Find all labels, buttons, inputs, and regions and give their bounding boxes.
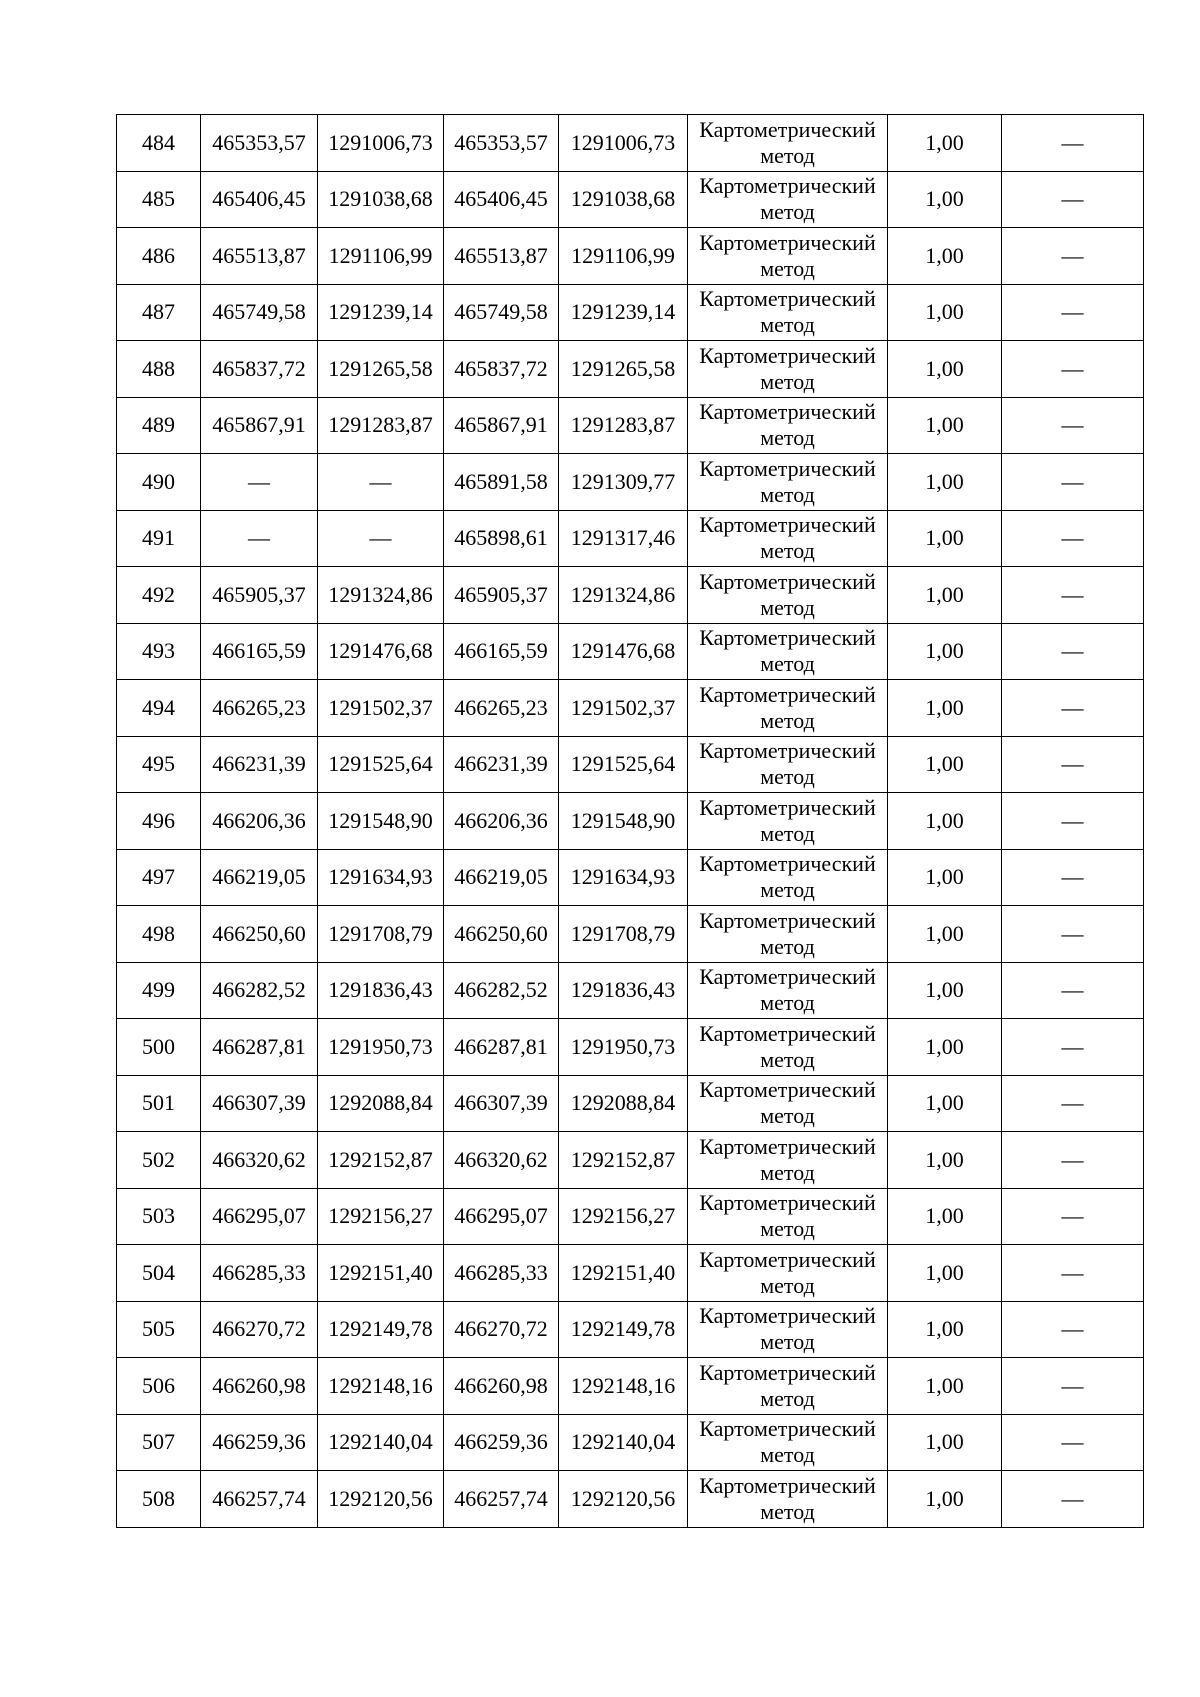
method-label-line1: Картометрический — [699, 399, 876, 425]
method-label-line2: метод — [760, 368, 815, 394]
method-label-line1: Картометрический — [699, 173, 876, 199]
existing-y-cell: 1292140,04 — [318, 1414, 444, 1471]
existing-x-cell: 466320,62 — [201, 1132, 318, 1189]
point-number-cell: 493 — [117, 623, 201, 680]
method-label-line2: метод — [760, 1498, 815, 1524]
table-body — [117, 115, 1144, 1528]
existing-y-cell: 1292152,87 — [318, 1132, 444, 1189]
new-x-cell: 465406,45 — [444, 171, 559, 228]
method-label-line2: метод — [760, 425, 815, 451]
method-cell — [688, 1301, 888, 1358]
method-label-line2: метод — [760, 707, 815, 733]
method-label-line1: Картометрический — [699, 738, 876, 764]
new-x-cell: 465891,58 — [444, 454, 559, 511]
method-label-line1: Картометрический — [699, 286, 876, 312]
new-y-cell: 1292151,40 — [559, 1245, 688, 1302]
new-y-cell: 1291317,46 — [559, 510, 688, 567]
existing-y-cell: 1291708,79 — [318, 906, 444, 963]
new-x-cell: 465749,58 — [444, 284, 559, 341]
point-number-cell: 495 — [117, 736, 201, 793]
accuracy-cell: 1,00 — [888, 962, 1002, 1019]
method-cell — [688, 1245, 888, 1302]
new-y-cell: 1291950,73 — [559, 1019, 688, 1076]
method-label-line1: Картометрический — [699, 1359, 876, 1385]
method-label-line1: Картометрический — [699, 794, 876, 820]
method-cell — [688, 341, 888, 398]
note-cell: — — [1002, 1188, 1144, 1245]
new-x-cell: 466206,36 — [444, 793, 559, 850]
accuracy-cell: 1,00 — [888, 1414, 1002, 1471]
existing-y-cell: 1292120,56 — [318, 1471, 444, 1528]
new-x-cell: 466270,72 — [444, 1301, 559, 1358]
method-cell — [688, 623, 888, 680]
note-cell: — — [1002, 1075, 1144, 1132]
accuracy-cell: 1,00 — [888, 284, 1002, 341]
new-x-cell: 466282,52 — [444, 962, 559, 1019]
point-number-cell: 507 — [117, 1414, 201, 1471]
accuracy-cell: 1,00 — [888, 1245, 1002, 1302]
note-cell: — — [1002, 341, 1144, 398]
existing-y-cell: 1291634,93 — [318, 849, 444, 906]
point-number-cell: 494 — [117, 680, 201, 737]
existing-x-cell: 466250,60 — [201, 906, 318, 963]
existing-x-cell: 465513,87 — [201, 228, 318, 285]
new-y-cell: 1291502,37 — [559, 680, 688, 737]
note-cell: — — [1002, 849, 1144, 906]
new-y-cell: 1291309,77 — [559, 454, 688, 511]
table-row — [117, 736, 1144, 793]
method-label-line2: метод — [760, 651, 815, 677]
table-row — [117, 510, 1144, 567]
new-x-cell: 465898,61 — [444, 510, 559, 567]
method-cell — [688, 962, 888, 1019]
method-label-line1: Картометрический — [699, 1246, 876, 1272]
table-row — [117, 1019, 1144, 1076]
method-cell — [688, 1075, 888, 1132]
new-y-cell: 1292088,84 — [559, 1075, 688, 1132]
method-label-line2: метод — [760, 1272, 815, 1298]
method-cell — [688, 680, 888, 737]
note-cell: — — [1002, 1414, 1144, 1471]
new-x-cell: 466231,39 — [444, 736, 559, 793]
method-label-line1: Картометрический — [699, 1190, 876, 1216]
point-number-cell: 488 — [117, 341, 201, 398]
existing-y-cell: — — [318, 510, 444, 567]
note-cell: — — [1002, 1301, 1144, 1358]
table-row — [117, 284, 1144, 341]
new-y-cell: 1292148,16 — [559, 1358, 688, 1415]
new-x-cell: 466320,62 — [444, 1132, 559, 1189]
method-label-line1: Картометрический — [699, 229, 876, 255]
method-label-line2: метод — [760, 764, 815, 790]
new-y-cell: 1292152,87 — [559, 1132, 688, 1189]
new-y-cell: 1291283,87 — [559, 397, 688, 454]
method-label-line1: Картометрический — [699, 907, 876, 933]
existing-y-cell: — — [318, 454, 444, 511]
method-label-line2: метод — [760, 877, 815, 903]
accuracy-cell: 1,00 — [888, 680, 1002, 737]
existing-x-cell: — — [201, 454, 318, 511]
new-x-cell: 466257,74 — [444, 1471, 559, 1528]
method-cell — [688, 1188, 888, 1245]
point-number-cell: 506 — [117, 1358, 201, 1415]
method-cell — [688, 454, 888, 511]
note-cell: — — [1002, 1358, 1144, 1415]
table-row — [117, 397, 1144, 454]
method-label-line1: Картометрический — [699, 1303, 876, 1329]
table-row — [117, 962, 1144, 1019]
existing-x-cell: 466259,36 — [201, 1414, 318, 1471]
new-x-cell: 466295,07 — [444, 1188, 559, 1245]
point-number-cell: 487 — [117, 284, 201, 341]
accuracy-cell: 1,00 — [888, 849, 1002, 906]
accuracy-cell: 1,00 — [888, 567, 1002, 624]
method-label-line1: Картометрический — [699, 116, 876, 142]
point-number-cell: 490 — [117, 454, 201, 511]
method-cell — [688, 1471, 888, 1528]
point-number-cell: 497 — [117, 849, 201, 906]
method-cell — [688, 228, 888, 285]
note-cell: — — [1002, 454, 1144, 511]
new-x-cell: 466260,98 — [444, 1358, 559, 1415]
point-number-cell: 505 — [117, 1301, 201, 1358]
existing-y-cell: 1291502,37 — [318, 680, 444, 737]
existing-x-cell: 465406,45 — [201, 171, 318, 228]
method-label-line2: метод — [760, 481, 815, 507]
point-number-cell: 498 — [117, 906, 201, 963]
method-label-line2: метод — [760, 1103, 815, 1129]
method-label-line1: Картометрический — [699, 1472, 876, 1498]
existing-y-cell: 1291038,68 — [318, 171, 444, 228]
note-cell: — — [1002, 171, 1144, 228]
table-row — [117, 849, 1144, 906]
existing-y-cell: 1291265,58 — [318, 341, 444, 398]
point-number-cell: 502 — [117, 1132, 201, 1189]
existing-x-cell: 466282,52 — [201, 962, 318, 1019]
new-x-cell: 465837,72 — [444, 341, 559, 398]
note-cell: — — [1002, 680, 1144, 737]
method-label-line2: метод — [760, 933, 815, 959]
table-row — [117, 454, 1144, 511]
accuracy-cell: 1,00 — [888, 454, 1002, 511]
point-number-cell: 491 — [117, 510, 201, 567]
method-label-line2: метод — [760, 1216, 815, 1242]
existing-x-cell: 465353,57 — [201, 115, 318, 172]
method-cell — [688, 1414, 888, 1471]
accuracy-cell: 1,00 — [888, 623, 1002, 680]
existing-y-cell: 1291283,87 — [318, 397, 444, 454]
accuracy-cell: 1,00 — [888, 793, 1002, 850]
accuracy-cell: 1,00 — [888, 1132, 1002, 1189]
existing-y-cell: 1291006,73 — [318, 115, 444, 172]
method-label-line1: Картометрический — [699, 1077, 876, 1103]
method-label-line1: Картометрический — [699, 455, 876, 481]
point-number-cell: 486 — [117, 228, 201, 285]
existing-y-cell: 1291548,90 — [318, 793, 444, 850]
table-row — [117, 115, 1144, 172]
method-label-line1: Картометрический — [699, 1020, 876, 1046]
new-y-cell: 1291836,43 — [559, 962, 688, 1019]
new-y-cell: 1292156,27 — [559, 1188, 688, 1245]
new-x-cell: 466219,05 — [444, 849, 559, 906]
method-cell — [688, 793, 888, 850]
note-cell: — — [1002, 567, 1144, 624]
existing-y-cell: 1291239,14 — [318, 284, 444, 341]
existing-y-cell: 1292156,27 — [318, 1188, 444, 1245]
existing-x-cell: 466307,39 — [201, 1075, 318, 1132]
new-y-cell: 1292149,78 — [559, 1301, 688, 1358]
method-label-line1: Картометрический — [699, 1416, 876, 1442]
point-number-cell: 504 — [117, 1245, 201, 1302]
table-row — [117, 1075, 1144, 1132]
existing-x-cell: 465867,91 — [201, 397, 318, 454]
new-y-cell: 1291548,90 — [559, 793, 688, 850]
accuracy-cell: 1,00 — [888, 341, 1002, 398]
method-label-line2: метод — [760, 594, 815, 620]
note-cell: — — [1002, 284, 1144, 341]
existing-x-cell: 466206,36 — [201, 793, 318, 850]
accuracy-cell: 1,00 — [888, 1019, 1002, 1076]
existing-x-cell: 466287,81 — [201, 1019, 318, 1076]
existing-y-cell: 1291324,86 — [318, 567, 444, 624]
point-number-cell: 499 — [117, 962, 201, 1019]
table-row — [117, 1414, 1144, 1471]
note-cell: — — [1002, 1132, 1144, 1189]
new-y-cell: 1292140,04 — [559, 1414, 688, 1471]
accuracy-cell: 1,00 — [888, 736, 1002, 793]
coordinates-table — [116, 114, 1144, 1528]
existing-x-cell: — — [201, 510, 318, 567]
method-label-line2: метод — [760, 1159, 815, 1185]
new-x-cell: 465867,91 — [444, 397, 559, 454]
new-x-cell: 466265,23 — [444, 680, 559, 737]
accuracy-cell: 1,00 — [888, 906, 1002, 963]
new-y-cell: 1291006,73 — [559, 115, 688, 172]
note-cell: — — [1002, 1019, 1144, 1076]
note-cell: — — [1002, 793, 1144, 850]
method-label-line2: метод — [760, 1385, 815, 1411]
method-label-line1: Картометрический — [699, 568, 876, 594]
method-label-line2: метод — [760, 312, 815, 338]
new-x-cell: 465353,57 — [444, 115, 559, 172]
table-row — [117, 171, 1144, 228]
existing-y-cell: 1291525,64 — [318, 736, 444, 793]
table-row — [117, 1471, 1144, 1528]
method-label-line1: Картометрический — [699, 512, 876, 538]
accuracy-cell: 1,00 — [888, 1471, 1002, 1528]
method-cell — [688, 736, 888, 793]
note-cell: — — [1002, 228, 1144, 285]
new-y-cell: 1292120,56 — [559, 1471, 688, 1528]
existing-x-cell: 466270,72 — [201, 1301, 318, 1358]
method-label-line2: метод — [760, 990, 815, 1016]
new-y-cell: 1291239,14 — [559, 284, 688, 341]
method-cell — [688, 284, 888, 341]
table-row — [117, 1188, 1144, 1245]
table-row — [117, 1301, 1144, 1358]
accuracy-cell: 1,00 — [888, 1188, 1002, 1245]
method-label-line2: метод — [760, 1442, 815, 1468]
method-cell — [688, 1019, 888, 1076]
existing-x-cell: 466285,33 — [201, 1245, 318, 1302]
new-x-cell: 466250,60 — [444, 906, 559, 963]
point-number-cell: 484 — [117, 115, 201, 172]
table-row — [117, 906, 1144, 963]
method-label-line1: Картометрический — [699, 964, 876, 990]
new-x-cell: 466165,59 — [444, 623, 559, 680]
existing-y-cell: 1292088,84 — [318, 1075, 444, 1132]
method-cell — [688, 567, 888, 624]
note-cell: — — [1002, 623, 1144, 680]
note-cell: — — [1002, 1245, 1144, 1302]
method-label-line1: Картометрический — [699, 625, 876, 651]
method-label-line2: метод — [760, 142, 815, 168]
new-y-cell: 1291038,68 — [559, 171, 688, 228]
method-cell — [688, 1358, 888, 1415]
method-label-line2: метод — [760, 255, 815, 281]
note-cell: — — [1002, 510, 1144, 567]
existing-y-cell: 1292151,40 — [318, 1245, 444, 1302]
point-number-cell: 485 — [117, 171, 201, 228]
new-y-cell: 1291324,86 — [559, 567, 688, 624]
existing-y-cell: 1291950,73 — [318, 1019, 444, 1076]
point-number-cell: 508 — [117, 1471, 201, 1528]
table-row — [117, 793, 1144, 850]
existing-y-cell: 1291476,68 — [318, 623, 444, 680]
existing-x-cell: 466295,07 — [201, 1188, 318, 1245]
accuracy-cell: 1,00 — [888, 115, 1002, 172]
point-number-cell: 489 — [117, 397, 201, 454]
note-cell: — — [1002, 1471, 1144, 1528]
new-x-cell: 465905,37 — [444, 567, 559, 624]
new-y-cell: 1291525,64 — [559, 736, 688, 793]
table-row — [117, 341, 1144, 398]
method-cell — [688, 397, 888, 454]
note-cell: — — [1002, 906, 1144, 963]
method-cell — [688, 906, 888, 963]
method-cell — [688, 510, 888, 567]
existing-x-cell: 465749,58 — [201, 284, 318, 341]
new-y-cell: 1291476,68 — [559, 623, 688, 680]
accuracy-cell: 1,00 — [888, 228, 1002, 285]
method-label-line1: Картометрический — [699, 1133, 876, 1159]
point-number-cell: 501 — [117, 1075, 201, 1132]
method-cell — [688, 849, 888, 906]
existing-y-cell: 1291106,99 — [318, 228, 444, 285]
accuracy-cell: 1,00 — [888, 171, 1002, 228]
method-cell — [688, 1132, 888, 1189]
new-y-cell: 1291106,99 — [559, 228, 688, 285]
existing-x-cell: 466257,74 — [201, 1471, 318, 1528]
existing-y-cell: 1292148,16 — [318, 1358, 444, 1415]
new-x-cell: 466287,81 — [444, 1019, 559, 1076]
method-label-line2: метод — [760, 1329, 815, 1355]
method-label-line2: метод — [760, 1046, 815, 1072]
existing-y-cell: 1291836,43 — [318, 962, 444, 1019]
existing-x-cell: 466265,23 — [201, 680, 318, 737]
method-label-line2: метод — [760, 538, 815, 564]
note-cell: — — [1002, 115, 1144, 172]
accuracy-cell: 1,00 — [888, 510, 1002, 567]
new-y-cell: 1291634,93 — [559, 849, 688, 906]
accuracy-cell: 1,00 — [888, 397, 1002, 454]
method-cell — [688, 171, 888, 228]
method-label-line1: Картометрический — [699, 851, 876, 877]
new-y-cell: 1291708,79 — [559, 906, 688, 963]
existing-x-cell: 465905,37 — [201, 567, 318, 624]
point-number-cell: 496 — [117, 793, 201, 850]
new-x-cell: 466285,33 — [444, 1245, 559, 1302]
new-y-cell: 1291265,58 — [559, 341, 688, 398]
method-label-line2: метод — [760, 199, 815, 225]
point-number-cell: 492 — [117, 567, 201, 624]
note-cell: — — [1002, 397, 1144, 454]
note-cell: — — [1002, 736, 1144, 793]
existing-x-cell: 466165,59 — [201, 623, 318, 680]
table-row — [117, 567, 1144, 624]
accuracy-cell: 1,00 — [888, 1075, 1002, 1132]
method-cell — [688, 115, 888, 172]
point-number-cell: 503 — [117, 1188, 201, 1245]
new-x-cell: 466307,39 — [444, 1075, 559, 1132]
table-row — [117, 1132, 1144, 1189]
method-label-line1: Картометрический — [699, 342, 876, 368]
existing-x-cell: 466231,39 — [201, 736, 318, 793]
accuracy-cell: 1,00 — [888, 1358, 1002, 1415]
existing-x-cell: 465837,72 — [201, 341, 318, 398]
existing-x-cell: 466260,98 — [201, 1358, 318, 1415]
table-row — [117, 623, 1144, 680]
table-row — [117, 1358, 1144, 1415]
existing-y-cell: 1292149,78 — [318, 1301, 444, 1358]
table-row — [117, 228, 1144, 285]
new-x-cell: 466259,36 — [444, 1414, 559, 1471]
table-row — [117, 680, 1144, 737]
existing-x-cell: 466219,05 — [201, 849, 318, 906]
accuracy-cell: 1,00 — [888, 1301, 1002, 1358]
method-label-line2: метод — [760, 820, 815, 846]
table-row — [117, 1245, 1144, 1302]
new-x-cell: 465513,87 — [444, 228, 559, 285]
note-cell: — — [1002, 962, 1144, 1019]
point-number-cell: 500 — [117, 1019, 201, 1076]
method-label-line1: Картометрический — [699, 681, 876, 707]
